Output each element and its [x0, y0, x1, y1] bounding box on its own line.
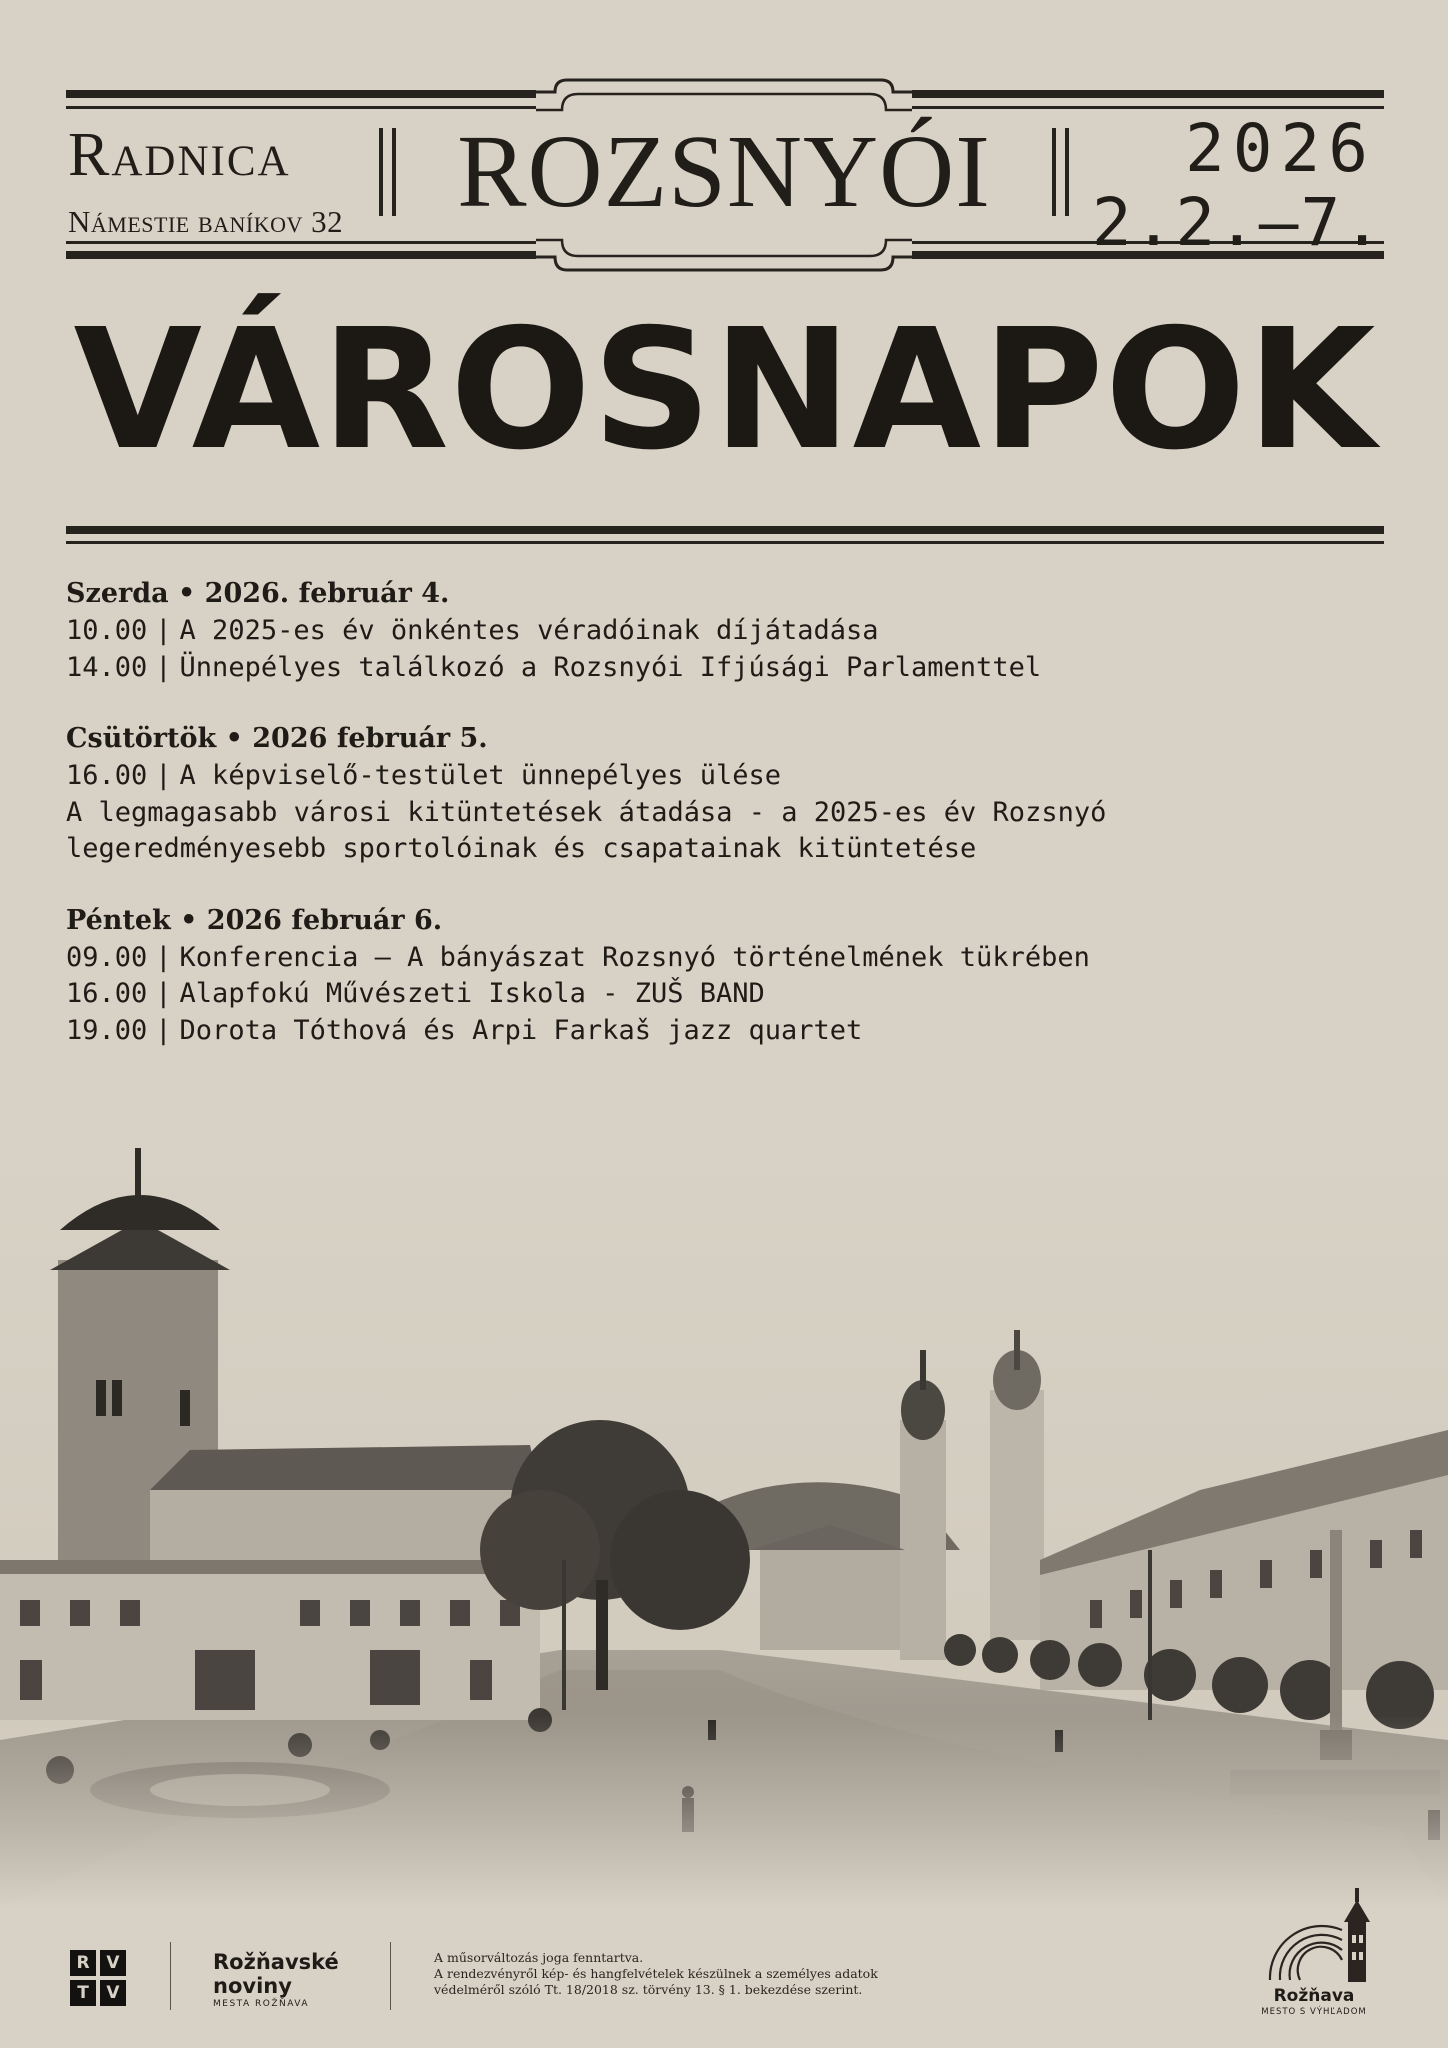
program-day-wednesday [66, 575, 1386, 686]
program-line: 16.00 | Alapfokú Művészeti Iskola - ZUŠ BAND [66, 978, 765, 1009]
roznava-city-logo-icon [1262, 1880, 1382, 1990]
program-line: 14.00 | Ünnepélyes találkozó a Rozsnyói Ifjúsági Parlamenttel [66, 651, 1042, 683]
event-date-range: 2.2.–7. [1091, 184, 1384, 261]
rvtv-logo [70, 1950, 126, 2006]
rvtv-letter: T [70, 1980, 96, 2006]
program-time: 09.00 [66, 941, 148, 973]
venue-name: Radnica [68, 121, 291, 189]
day-heading: Péntek • 2026 február 6. [66, 904, 443, 936]
program-extra-line: legeredményesebb sportolóinak és csapatainak kitüntetése [66, 833, 977, 864]
noviny-name-line: noviny [213, 1974, 292, 1998]
town-square-photo [0, 1130, 1448, 1910]
program-text: Ünnepélyes találkozó a Rozsnyói Ifjúsági Parlamenttel [179, 651, 1042, 683]
rvtv-letter: V [100, 1950, 126, 1976]
program-text: A 2025-es év önkéntes véradóinak díjátadása [179, 615, 879, 646]
event-year: 2026 [1185, 110, 1376, 187]
fine-print-line: védelméről szóló Tt. 18/2018 sz. törvény 13. § 1. bekezdése szerint. [434, 1982, 863, 1997]
program-line: 19.00 | Dorota Tóthová és Arpi Farkaš jazz quartet [66, 1014, 863, 1046]
program-time: 19.00 [66, 1014, 148, 1046]
noviny-subtitle: MESTA ROŽŇAVA [213, 1999, 310, 2009]
venue-address: Námestie baníkov 32 [68, 204, 344, 239]
fine-print-line: A rendezvényről kép- és hangfelvételek készülnek a személyes adatok [434, 1966, 878, 1981]
program-time: 14.00 [66, 651, 148, 683]
day-heading: Szerda • 2026. február 4. [66, 578, 450, 609]
program [66, 575, 1386, 1083]
footer-divider [390, 1942, 391, 2010]
program-day-thursday [66, 720, 1386, 868]
program-text: Alapfokú Művészeti Iskola - ZUŠ BAND [179, 978, 765, 1009]
fine-print [434, 1950, 1054, 1998]
program-text: Konferencia – A bányászat Rozsnyó történelmének tükrében [179, 941, 1090, 973]
noviny-name-line: Rožňavské [213, 1950, 339, 1974]
main-title: VÁROSNAPOK [73, 294, 1377, 487]
day-heading: Csütörtök • 2026 február 5. [66, 723, 488, 754]
program-time: 16.00 [66, 760, 148, 791]
footer-divider [170, 1942, 171, 2010]
program-time: 10.00 [66, 615, 148, 646]
program-text: Dorota Tóthová és Arpi Farkaš jazz quartet [179, 1014, 863, 1046]
program-line: 09.00 | Konferencia – A bányászat Rozsnyó történelmének tükrében [66, 941, 1090, 973]
program-extra-line: A legmagasabb városi kitüntetések átadása - a 2025-es év Rozsnyó [66, 796, 1107, 828]
program-line: 16.00 | A képviselő-testület ünnepélyes ülése [66, 760, 781, 791]
city-logo-name: Rožňava [1273, 1986, 1355, 2006]
program-time: 16.00 [66, 978, 148, 1009]
program-text: A képviselő-testület ünnepélyes ülése [179, 760, 781, 791]
banner-title: ROZSNYÓI [457, 114, 991, 229]
rvtv-letter: R [70, 1950, 96, 1976]
city-logo-tagline: MESTO S VÝHĽADOM [1261, 2007, 1367, 2017]
program-day-friday [66, 902, 1386, 1050]
noviny-logo-name [213, 1950, 339, 1998]
program-line: 10.00 | A 2025-es év önkéntes véradóinak díjátadása [66, 615, 879, 646]
fine-print-line: A műsorváltozás joga fenntartva. [434, 1950, 644, 1965]
rvtv-letter: V [100, 1980, 126, 2006]
